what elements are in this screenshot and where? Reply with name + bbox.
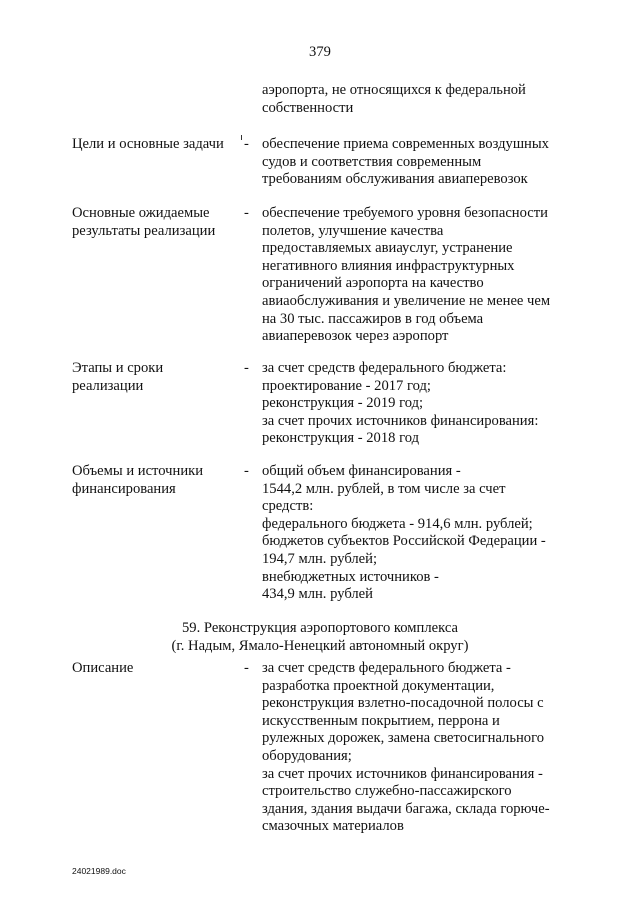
file-name-footer: 24021989.doc bbox=[72, 866, 126, 876]
row-label: Объемы и источники bbox=[72, 463, 204, 479]
intro-line: аэропорта, не относящихся к федеральной bbox=[262, 82, 526, 98]
row-label: Этапы и сроки bbox=[72, 360, 164, 376]
row-value-line: федерального бюджета - 914,6 млн. рублей; bbox=[262, 515, 533, 532]
dash: - bbox=[244, 136, 249, 152]
section-heading bbox=[0, 620, 640, 655]
row-label: реализации bbox=[72, 377, 144, 394]
row-value-line: 194,7 млн. рублей; bbox=[262, 550, 378, 567]
row-value-line: бюджетов субъектов Российской Федерации - bbox=[262, 533, 546, 550]
row-value-line: смазочных материалов bbox=[262, 818, 404, 835]
row-value-line: ограничений аэропорта на качество bbox=[262, 275, 484, 292]
row-value-line: за счет прочих источников финансирования: bbox=[262, 412, 539, 429]
dash: - bbox=[244, 360, 249, 376]
row-value-line: авиаперевозок через аэропорт bbox=[262, 328, 449, 345]
row-value-line: обеспечение приема современных воздушных bbox=[262, 136, 549, 152]
row-value-line: внебюджетных источников - bbox=[262, 568, 439, 585]
dash: - bbox=[244, 463, 249, 479]
row-label: Описание bbox=[72, 660, 134, 676]
row-value-line: средств: bbox=[262, 498, 314, 515]
row-value-line: полетов, улучшение качества bbox=[262, 222, 444, 239]
row-value-line: рулежных дорожек, замена светосигнального bbox=[262, 730, 545, 747]
row-value-line: обеспечение требуемого уровня безопасности bbox=[262, 205, 548, 221]
row-value-line: 1544,2 млн. рублей, в том числе за счет bbox=[262, 480, 506, 497]
row-value-line: реконструкция взлетно-посадочной полосы с bbox=[262, 695, 544, 712]
row-value-line: авиаобслуживания и увеличение не менее чем bbox=[262, 292, 551, 309]
row-value-line: негативного влияния инфраструктурных bbox=[262, 257, 515, 274]
dash: - bbox=[244, 660, 249, 676]
row-value-line: 434,9 млн. рублей bbox=[262, 586, 373, 603]
row-value-line: строительство служебно-пассажирского bbox=[262, 783, 512, 800]
dash: - bbox=[244, 205, 249, 221]
row-value-line: на 30 тыс. пассажиров в год объема bbox=[262, 310, 484, 327]
section-heading-line: (г. Надым, Ямало-Ненецкий автономный округ) bbox=[171, 637, 469, 654]
row-value-line: реконструкция - 2018 год bbox=[262, 430, 420, 447]
row-value-line: разработка проектной документации, bbox=[262, 677, 495, 694]
row-value-line: искусственным покрытием, перрона и bbox=[262, 712, 500, 729]
row-value-line: предоставляемых авиауслуг, устранение bbox=[262, 240, 513, 257]
intro-line: собственности bbox=[262, 99, 354, 116]
page-number: 379 bbox=[309, 44, 331, 60]
row-value-line: за счет средств федерального бюджета - bbox=[262, 660, 511, 676]
row-label: результаты реализации bbox=[72, 222, 216, 239]
row-value-line: требованиям обслуживания авиаперевозок bbox=[262, 171, 528, 188]
row-label: Цели и основные задачи bbox=[72, 136, 224, 152]
row-value-line: судов и соответствия современным bbox=[262, 153, 482, 170]
row-value-line: за счет средств федерального бюджета: bbox=[262, 360, 507, 376]
row-value-line: реконструкция - 2019 год; bbox=[262, 395, 424, 412]
row-value-line: общий объем финансирования - bbox=[262, 463, 461, 479]
row-value-line: за счет прочих источников финансирования - bbox=[262, 765, 543, 782]
row-value-line: оборудования; bbox=[262, 747, 352, 764]
row-label: Основные ожидаемые bbox=[72, 205, 210, 221]
row-value-line: проектирование - 2017 год; bbox=[262, 377, 431, 394]
section-heading-line: 59. Реконструкция аэропортового комплекса bbox=[182, 620, 458, 636]
row-label: финансирования bbox=[72, 480, 176, 497]
row-value-line: здания, здания выдачи багажа, склада горюче- bbox=[262, 800, 550, 817]
